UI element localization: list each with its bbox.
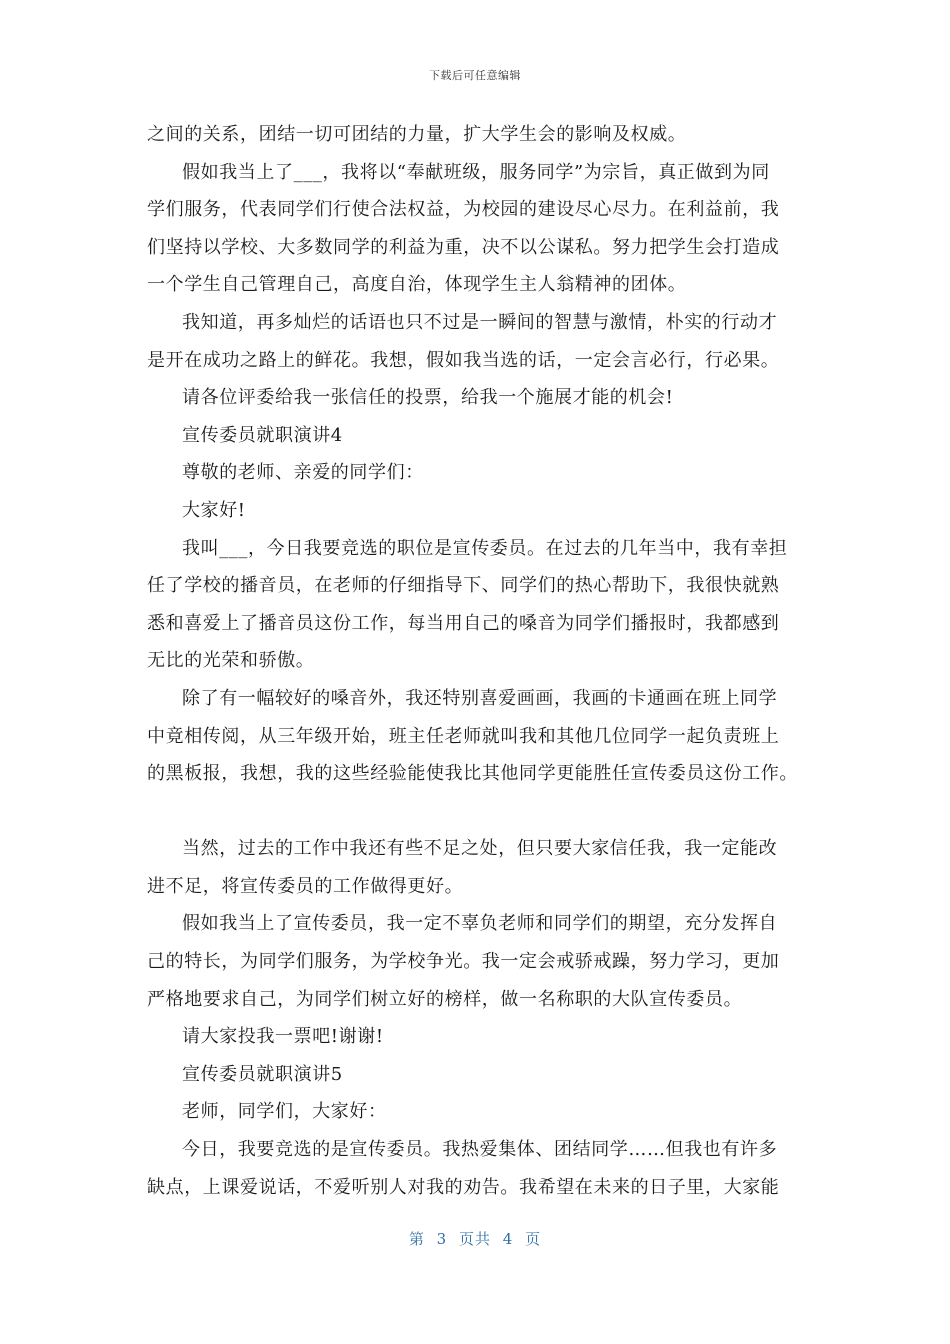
text-line: 中竟相传阅，从三年级开始，班主任老师就叫我和其他几位同学一起负责班上 bbox=[147, 725, 780, 747]
text-line: 今日，我要竞选的是宣传委员。我热爱集体、团结同学……但我也有许多 bbox=[182, 1139, 778, 1161]
text-line: 假如我当上了宣传委员，我一定不辜负老师和同学们的期望，充分发挥自 bbox=[182, 913, 778, 935]
text-line: 己的特长，为同学们服务，为学校争光。我一定会戒骄戒躁，努力学习，更加 bbox=[147, 951, 780, 973]
page-header: 下载后可任意编辑 bbox=[429, 69, 521, 82]
text-line: 除了有一幅较好的嗓音外，我还特别喜爱画画，我画的卡通画在班上同学 bbox=[182, 687, 778, 709]
text-line: 大家好! bbox=[182, 499, 246, 521]
document-body bbox=[147, 116, 807, 1206]
page-footer: 第 3 页共 4 页 bbox=[408, 1230, 542, 1248]
text-line: 之间的关系，团结一切可团结的力量，扩大学生会的影响及权威。 bbox=[147, 124, 687, 145]
text-line: 尊敬的老师、亲爱的同学们： bbox=[182, 462, 424, 484]
text-line: 我叫___，今日我要竞选的职位是宣传委员。在过去的几年当中，我有幸担 bbox=[182, 537, 788, 559]
text-line: 们坚持以学校、大多数同学的利益为重，决不以公谋私。努力把学生会打造成 bbox=[147, 236, 780, 258]
text-line: 请大家投我一票吧!谢谢! bbox=[182, 1026, 384, 1048]
text-line: 我知道，再多灿烂的话语也只不过是一瞬间的智慧与激情，朴实的行动才 bbox=[182, 311, 778, 333]
text-line: 请各位评委给我一张信任的投票，给我一个施展才能的机会! bbox=[182, 387, 674, 409]
text-line: 宣传委员就职演讲4 bbox=[182, 424, 343, 446]
text-line: 无比的光荣和骄傲。 bbox=[147, 650, 315, 672]
text-line: 任了学校的播音员，在老师的仔细指导下、同学们的热心帮助下，我很快就熟 bbox=[147, 575, 780, 597]
text-line: 一个学生自己管理自己，高度自治，体现学生主人翁精神的团体。 bbox=[147, 274, 687, 296]
text-line: 宣传委员就职演讲5 bbox=[182, 1063, 343, 1085]
text-line: 假如我当上了___，我将以“奉献班级，服务同学”为宗旨，真正做到为同 bbox=[182, 161, 770, 183]
text-line: 是开在成功之路上的鲜花。我想，假如我当选的话，一定会言必行，行必果。 bbox=[147, 349, 780, 371]
text-line: 学们服务，代表同学们行使合法权益，为校园的建设尽心尽力。在利益前，我 bbox=[147, 199, 780, 221]
text-line: 老师，同学们，大家好： bbox=[182, 1101, 387, 1123]
text-line: 进不足，将宣传委员的工作做得更好。 bbox=[147, 875, 464, 897]
text-line: 缺点，上课爱说话，不爱听别人对我的劝告。我希望在未来的日子里，大家能 bbox=[147, 1176, 780, 1198]
text-line: 的黑板报，我想，我的这些经验能使我比其他同学更能胜任宣传委员这份工作。 bbox=[147, 763, 798, 785]
text-line: 当然，过去的工作中我还有些不足之处，但只要大家信任我，我一定能改 bbox=[182, 838, 778, 860]
text-line: 严格地要求自己，为同学们树立好的榜样，做一名称职的大队宣传委员。 bbox=[147, 988, 743, 1010]
text-line: 悉和喜爱上了播音员这份工作，每当用自己的嗓音为同学们播报时，我都感到 bbox=[147, 612, 780, 634]
paragraph-spacer bbox=[147, 793, 807, 831]
